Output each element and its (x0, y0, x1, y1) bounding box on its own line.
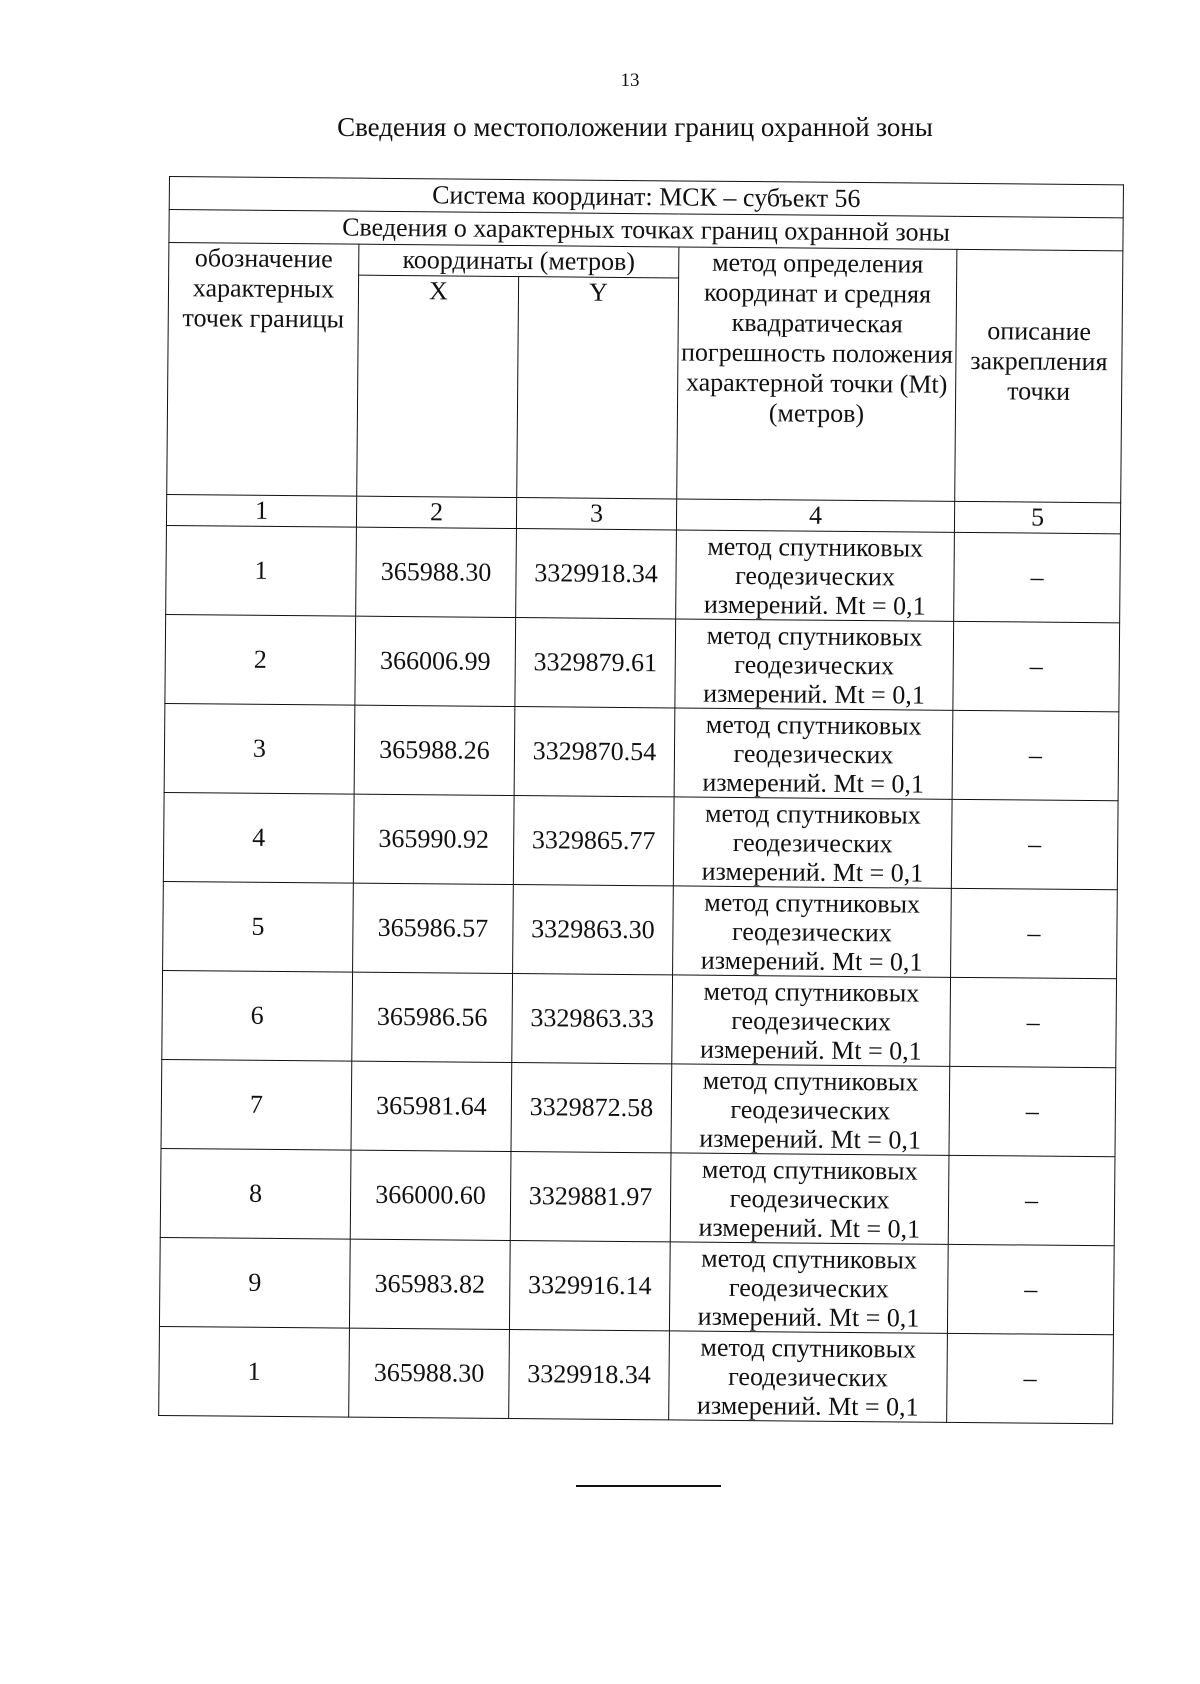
cell-y: 3329863.30 (513, 885, 674, 975)
cell-y: 3329918.34 (509, 1330, 670, 1420)
column-number: 4 (676, 499, 954, 532)
cell-method: метод спутниковых геодезических измерений. Mt = 0,1 (670, 1153, 949, 1244)
cell-point: 8 (160, 1148, 351, 1239)
cell-y: 3329879.61 (515, 618, 676, 708)
cell-x: 365986.57 (353, 883, 514, 973)
header-method (677, 247, 957, 501)
table-row (160, 1148, 1115, 1245)
cell-desc: – (951, 888, 1118, 978)
table-subtitle: Сведения о характерных точках границ охранной зоны (169, 210, 1123, 251)
cell-y: 3329863.33 (512, 974, 673, 1064)
cell-desc: – (948, 1155, 1115, 1245)
cell-desc: – (947, 1333, 1114, 1423)
cell-point: 3 (164, 703, 355, 794)
cell-x: 365988.26 (354, 705, 515, 795)
boundary-points-table (158, 176, 1124, 1424)
table-row (166, 525, 1121, 622)
column-number: 2 (356, 496, 516, 528)
cell-y: 3329918.34 (516, 529, 677, 619)
header-desc (955, 249, 1123, 502)
table-row (162, 970, 1117, 1067)
cell-method: метод спутниковых геодезических измерений. Mt = 0,1 (673, 797, 952, 888)
column-number: 5 (954, 501, 1120, 533)
header-desc-label: описание закрепления точки (970, 316, 1108, 406)
cell-method: метод спутниковых геодезических измерений. Mt = 0,1 (676, 530, 955, 621)
cell-method: метод спутниковых геодезических измерений. Mt = 0,1 (671, 1064, 950, 1155)
cell-method: метод спутниковых геодезических измерений. Mt = 0,1 (669, 1331, 948, 1422)
cell-y: 3329881.97 (510, 1152, 671, 1242)
cell-y: 3329872.58 (511, 1063, 672, 1153)
cell-point: 9 (159, 1237, 350, 1328)
coordinate-system: Система координат: МСК – субъект 56 (169, 177, 1123, 218)
cell-method: метод спутниковых геодезических измерений. Mt = 0,1 (672, 975, 951, 1066)
cell-method: метод спутниковых геодезических измерений. Mt = 0,1 (674, 708, 953, 799)
cell-x: 365981.64 (351, 1061, 512, 1151)
cell-x: 365988.30 (349, 1328, 510, 1418)
header-point-label: обозначение характерных точек границы (182, 243, 345, 334)
cell-desc: – (952, 710, 1119, 800)
table-row (164, 703, 1119, 800)
table-row (161, 1059, 1116, 1156)
cell-y: 3329865.77 (513, 796, 674, 886)
header-method-label: метод определения координат и средняя квадратическая погрешность положения характерной точки (Mt) (метров) (680, 247, 954, 429)
cell-x: 366006.99 (355, 616, 516, 706)
cell-point: 6 (162, 970, 353, 1061)
table-row (163, 881, 1118, 978)
page-number: 13 (620, 70, 640, 91)
table-row (159, 1237, 1114, 1334)
cell-point: 2 (165, 614, 356, 705)
cell-x: 366000.60 (350, 1150, 511, 1240)
cell-point: 1 (166, 525, 357, 616)
cell-desc: – (947, 1244, 1114, 1334)
cell-point: 5 (163, 881, 354, 972)
column-number: 1 (166, 494, 356, 527)
cell-x: 365988.30 (356, 527, 517, 617)
header-coords: координаты (метров) (359, 244, 679, 278)
table-row (165, 614, 1120, 711)
cell-x: 365986.56 (352, 972, 513, 1062)
cell-method: метод спутниковых геодезических измерений. Mt = 0,1 (669, 1242, 948, 1333)
cell-point: 4 (163, 792, 354, 883)
table-row (163, 792, 1118, 889)
cell-x: 365983.82 (349, 1239, 510, 1329)
cell-desc: – (954, 532, 1121, 622)
cell-y: 3329916.14 (509, 1241, 670, 1331)
cell-point: 7 (161, 1059, 352, 1150)
cell-point: 1 (159, 1326, 350, 1417)
cell-desc: – (953, 621, 1120, 711)
cell-method: метод спутниковых геодезических измерений. Mt = 0,1 (673, 886, 952, 977)
column-number: 3 (516, 498, 676, 530)
cell-y: 3329870.54 (514, 707, 675, 797)
header-point (167, 243, 359, 497)
cell-desc: – (949, 1066, 1116, 1156)
header-x: X (357, 275, 519, 497)
cell-method: метод спутниковых геодезических измерений. Mt = 0,1 (675, 619, 954, 710)
cell-desc: – (951, 799, 1118, 889)
document-title: Сведения о местоположении границ охранной зоны (337, 112, 933, 142)
table-row (159, 1326, 1114, 1423)
header-y: Y (517, 277, 679, 499)
end-rule (576, 1485, 721, 1487)
cell-desc: – (950, 977, 1117, 1067)
cell-x: 365990.92 (353, 794, 514, 884)
